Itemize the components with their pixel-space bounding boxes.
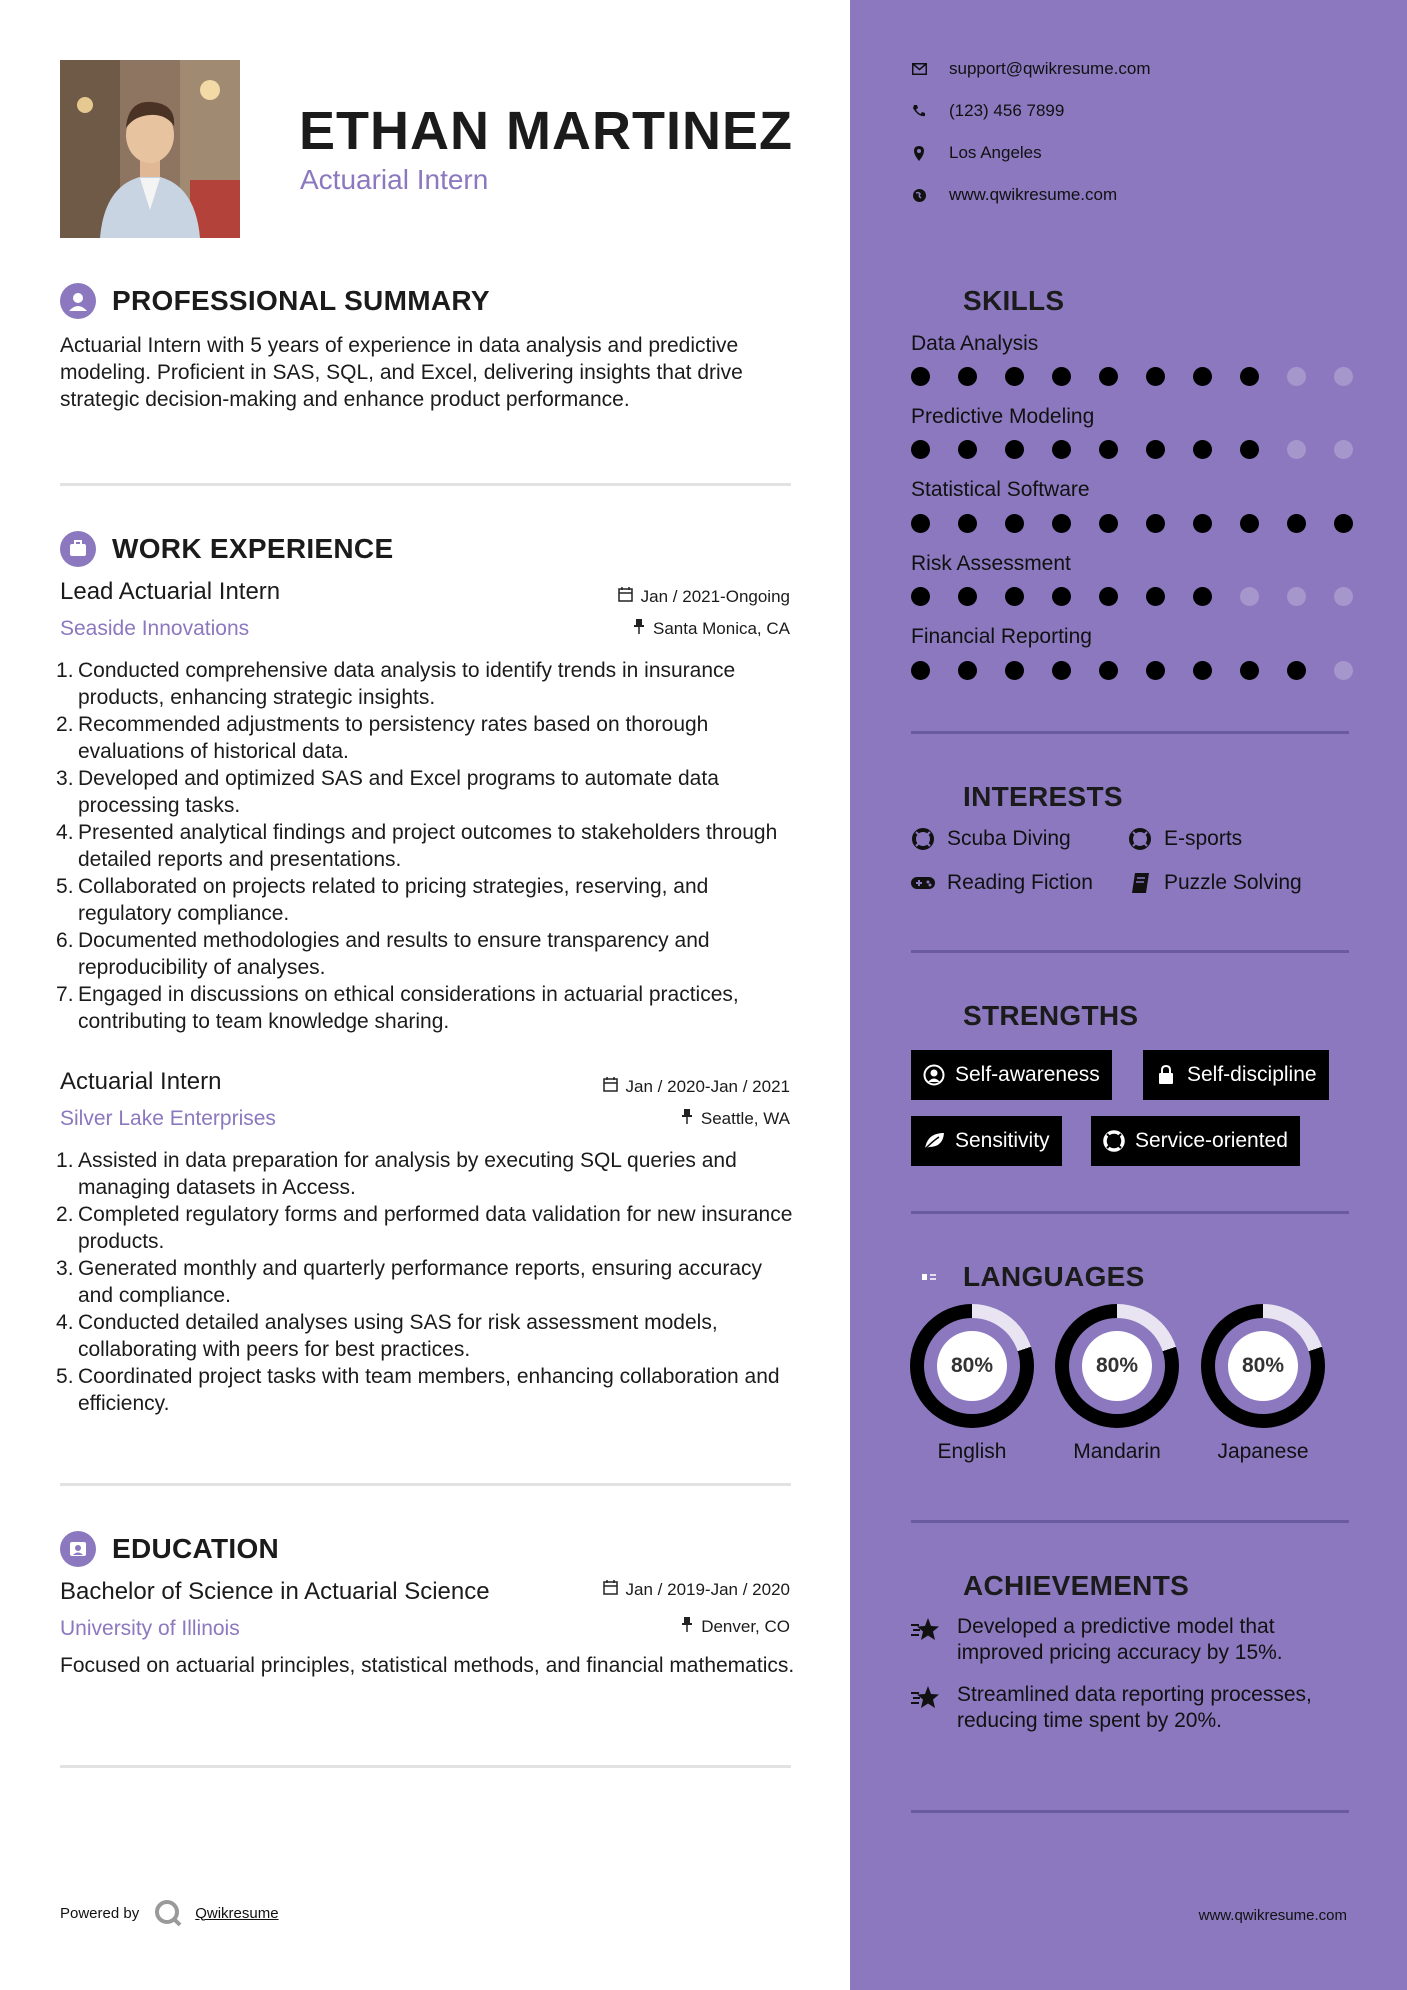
education-dates-text: Jan / 2019-Jan / 2020	[625, 1580, 790, 1599]
job-location-text: Santa Monica, CA	[652, 619, 790, 638]
skill-dot	[1334, 587, 1353, 606]
divider	[911, 1211, 1349, 1214]
education-location	[681, 1617, 790, 1637]
interests-header	[911, 779, 1123, 815]
skill-dot	[1052, 661, 1071, 680]
skill-dot	[1193, 367, 1212, 386]
language-ring	[910, 1304, 1034, 1428]
skill-dot	[958, 514, 977, 533]
job-dates	[603, 1077, 790, 1097]
gamepad-icon	[911, 871, 935, 895]
skill-label: Data Analysis	[911, 332, 1039, 355]
school-name: University of Illinois	[60, 1617, 240, 1640]
job-location	[681, 1109, 790, 1129]
skill-label: Financial Reporting	[911, 625, 1092, 648]
lifebuoy-icon	[1128, 827, 1152, 851]
skill-dot	[1005, 661, 1024, 680]
map-pin-icon	[911, 145, 927, 161]
job-bullets	[60, 657, 800, 1035]
qwikresume-link[interactable]: Qwikresume	[195, 1904, 279, 1922]
divider	[911, 1810, 1349, 1813]
skill-dot	[1146, 367, 1165, 386]
skill-dot	[1052, 587, 1071, 606]
job-title: Lead Actuarial Intern	[60, 578, 281, 605]
profile-photo	[60, 60, 240, 238]
skill-dot	[1334, 514, 1353, 533]
list-item: Recommended adjustments to persistency rates based on thorough evaluations of historical data.	[78, 713, 709, 763]
strengths-title: STRENGTHS	[963, 1000, 1139, 1031]
phone-icon	[911, 103, 927, 119]
interest-label: E-sports	[1164, 827, 1243, 850]
lifebuoy-icon	[911, 827, 935, 851]
company-name: Silver Lake Enterprises	[60, 1107, 276, 1130]
divider	[60, 483, 791, 486]
list-item: Coordinated project tasks with team members, enhancing collaboration and efficiency.	[78, 1365, 780, 1415]
skill-dot	[1193, 587, 1212, 606]
education-dates	[603, 1580, 790, 1600]
contact-location	[911, 143, 1042, 163]
skill-rating	[911, 661, 1353, 680]
language-item	[1055, 1304, 1179, 1464]
language-name: Japanese	[1217, 1440, 1309, 1463]
achievement-item	[911, 1682, 1351, 1734]
achievement-text: Developed a predictive model that improved pricing accuracy by 15%.	[957, 1615, 1283, 1664]
strengths-header	[911, 998, 1138, 1034]
job-location-text: Seattle, WA	[700, 1109, 790, 1128]
divider	[911, 731, 1349, 734]
strength-tag	[911, 1116, 1062, 1166]
interest-label: Scuba Diving	[947, 827, 1071, 850]
contact-phone	[911, 101, 1064, 121]
skill-dot	[1240, 661, 1259, 680]
skill-dot	[1099, 440, 1118, 459]
languages-title: LANGUAGES	[963, 1261, 1145, 1292]
interest-item	[911, 827, 1071, 851]
user-circle-icon	[923, 1064, 945, 1086]
powered-by-text: Powered by	[60, 1904, 140, 1922]
strength-label: Sensitivity	[955, 1129, 1050, 1152]
star-icon	[911, 1616, 941, 1646]
skill-dot	[1146, 514, 1165, 533]
skill-dot	[1146, 587, 1165, 606]
skill-dot	[1334, 367, 1353, 386]
skill-dot	[1099, 661, 1118, 680]
footer-website: www.qwikresume.com	[1198, 1907, 1347, 1924]
job-dates-text: Jan / 2021-Ongoing	[640, 587, 790, 606]
skill-dot	[1334, 661, 1353, 680]
skill-dot	[1287, 587, 1306, 606]
list-item: Conducted comprehensive data analysis to identify trends in insurance products, enhancing strategic insights.	[78, 659, 736, 709]
education-location-text: Denver, CO	[701, 1617, 790, 1636]
star-icon	[911, 1684, 941, 1714]
skill-dot	[911, 661, 930, 680]
languages-header	[911, 1259, 1145, 1295]
skill-dot	[1005, 514, 1024, 533]
skill-dot	[1287, 367, 1306, 386]
skill-dot	[958, 587, 977, 606]
skill-rating	[911, 440, 1353, 459]
list-item: Conducted detailed analyses using SAS for risk assessment models, collaborating with peers for best practices.	[78, 1311, 718, 1361]
strength-tag	[1143, 1050, 1329, 1100]
skill-dot	[1193, 661, 1212, 680]
skill-dot	[1005, 587, 1024, 606]
calendar-icon	[603, 1077, 618, 1097]
envelope-icon	[911, 61, 927, 77]
interest-item	[1128, 871, 1302, 895]
footer-powered	[60, 1898, 279, 1928]
skill-rating	[911, 514, 1353, 533]
user-icon	[60, 283, 96, 319]
skill-dot	[1052, 367, 1071, 386]
language-name: Mandarin	[1073, 1440, 1161, 1463]
list-item: Completed regulatory forms and performed data validation for new insurance products.	[78, 1203, 793, 1253]
divider	[60, 1765, 791, 1768]
strength-tag	[911, 1050, 1112, 1100]
skill-label: Risk Assessment	[911, 552, 1071, 575]
leaf-icon	[923, 1130, 945, 1152]
language-percent: 80%	[1082, 1331, 1152, 1401]
list-item: Generated monthly and quarterly performance reports, ensuring accuracy and compliance.	[78, 1257, 763, 1307]
skill-dot	[1240, 587, 1259, 606]
skill-label: Predictive Modeling	[911, 405, 1095, 428]
qwikresume-logo-icon	[153, 1898, 183, 1928]
education-text: Focused on actuarial principles, statistical methods, and financial mathematics.	[60, 1654, 795, 1677]
interest-item	[911, 871, 1093, 895]
graduation-icon	[60, 1531, 96, 1567]
education-header	[60, 1531, 279, 1567]
pin-icon	[681, 1109, 693, 1129]
website-text: www.qwikresume.com	[949, 185, 1118, 204]
fist-icon	[911, 998, 947, 1034]
summary-header	[60, 283, 490, 319]
candidate-name: ETHAN MARTINEZ	[299, 101, 793, 161]
skill-dot	[1005, 440, 1024, 459]
skill-dot	[1146, 661, 1165, 680]
globe-icon	[911, 187, 927, 203]
skill-dot	[1052, 440, 1071, 459]
skill-rating	[911, 367, 1353, 386]
skill-dot	[1334, 440, 1353, 459]
skill-dot	[1240, 514, 1259, 533]
lightbulb-icon	[911, 283, 947, 319]
achievement-text: Streamlined data reporting processes, reducing time spent by 20%.	[957, 1683, 1312, 1732]
candidate-role: Actuarial Intern	[300, 164, 489, 195]
divider	[60, 1483, 791, 1486]
phone-text: (123) 456 7899	[949, 101, 1065, 120]
strength-label: Self-awareness	[955, 1063, 1100, 1086]
experience-title: WORK EXPERIENCE	[112, 533, 394, 564]
strength-label: Service-oriented	[1135, 1129, 1288, 1152]
skill-dot	[911, 587, 930, 606]
skill-dot	[958, 440, 977, 459]
language-item	[1201, 1304, 1325, 1464]
job-title: Actuarial Intern	[60, 1068, 222, 1095]
contact-email	[911, 59, 1151, 79]
summary-title: PROFESSIONAL SUMMARY	[112, 285, 490, 316]
experience-header	[60, 531, 393, 567]
job-bullets	[60, 1147, 800, 1417]
book-icon	[1128, 871, 1152, 895]
paper-plane-icon	[911, 779, 947, 815]
skill-dot	[1099, 514, 1118, 533]
language-percent: 80%	[937, 1331, 1007, 1401]
interest-label: Puzzle Solving	[1164, 871, 1302, 894]
email-text: support@qwikresume.com	[949, 59, 1151, 78]
achievement-item	[911, 1614, 1351, 1666]
skill-dot	[1287, 514, 1306, 533]
pin-icon	[681, 1617, 693, 1637]
interest-label: Reading Fiction	[947, 871, 1093, 894]
skill-dot	[1099, 367, 1118, 386]
star-badge-icon	[911, 1568, 947, 1604]
language-item	[910, 1304, 1034, 1464]
skill-dot	[911, 440, 930, 459]
skill-dot	[1052, 514, 1071, 533]
calendar-icon	[603, 1580, 618, 1600]
divider	[911, 1520, 1349, 1523]
pin-icon	[633, 619, 645, 639]
interests-title: INTERESTS	[963, 781, 1123, 812]
language-ring	[1201, 1304, 1325, 1428]
list-item: Assisted in data preparation for analysis by executing SQL queries and managing datasets in Access.	[78, 1149, 737, 1199]
skill-dot	[1005, 367, 1024, 386]
skills-header	[911, 283, 1064, 319]
language-ring	[1055, 1304, 1179, 1428]
contact-website	[911, 185, 1117, 205]
skill-rating	[911, 587, 1353, 606]
job-location	[633, 619, 790, 639]
skill-dot	[1193, 440, 1212, 459]
job-dates	[618, 587, 790, 607]
skill-dot	[911, 367, 930, 386]
skills-title: SKILLS	[963, 285, 1065, 316]
education-title: EDUCATION	[112, 1533, 280, 1564]
skill-dot	[1146, 440, 1165, 459]
strength-tag	[1091, 1116, 1300, 1166]
summary-text: Actuarial Intern with 5 years of experience in data analysis and predictive modeling. Proficient in SAS, SQL, and Excel, delivering insights that drive strategic decision-making and enhance product performance.	[60, 334, 743, 411]
calendar-icon	[618, 587, 633, 607]
list-item: Developed and optimized SAS and Excel programs to automate data processing tasks.	[78, 767, 719, 817]
skill-dot	[1099, 587, 1118, 606]
language-card-icon	[911, 1259, 947, 1295]
list-item: Documented methodologies and results to ensure transparency and reproducibility of analyses.	[78, 929, 710, 979]
list-item: Engaged in discussions on ethical considerations in actuarial practices, contributing to team knowledge sharing.	[78, 983, 739, 1033]
skill-dot	[1287, 661, 1306, 680]
language-name: English	[937, 1440, 1007, 1463]
skill-dot	[958, 661, 977, 680]
job-dates-text: Jan / 2020-Jan / 2021	[625, 1077, 790, 1096]
skill-dot	[911, 514, 930, 533]
interest-item	[1128, 827, 1242, 851]
lock-icon	[1155, 1064, 1177, 1086]
skill-label: Statistical Software	[911, 478, 1090, 501]
skill-dot	[1240, 367, 1259, 386]
skill-dot	[1240, 440, 1259, 459]
skill-dot	[1287, 440, 1306, 459]
company-name: Seaside Innovations	[60, 617, 250, 640]
divider	[911, 950, 1349, 953]
lifebuoy-icon	[1103, 1130, 1125, 1152]
achievements-title: ACHIEVEMENTS	[963, 1570, 1190, 1601]
list-item: Presented analytical findings and project outcomes to stakeholders through detailed reports and presentations.	[78, 821, 778, 871]
briefcase-icon	[60, 531, 96, 567]
location-text: Los Angeles	[949, 143, 1042, 162]
strength-label: Self-discipline	[1187, 1063, 1317, 1086]
skill-dot	[1193, 514, 1212, 533]
language-percent: 80%	[1228, 1331, 1298, 1401]
skill-dot	[958, 367, 977, 386]
list-item: Collaborated on projects related to pricing strategies, reserving, and regulatory compliance.	[78, 875, 709, 925]
achievements-header	[911, 1568, 1189, 1604]
degree: Bachelor of Science in Actuarial Science	[60, 1578, 490, 1605]
